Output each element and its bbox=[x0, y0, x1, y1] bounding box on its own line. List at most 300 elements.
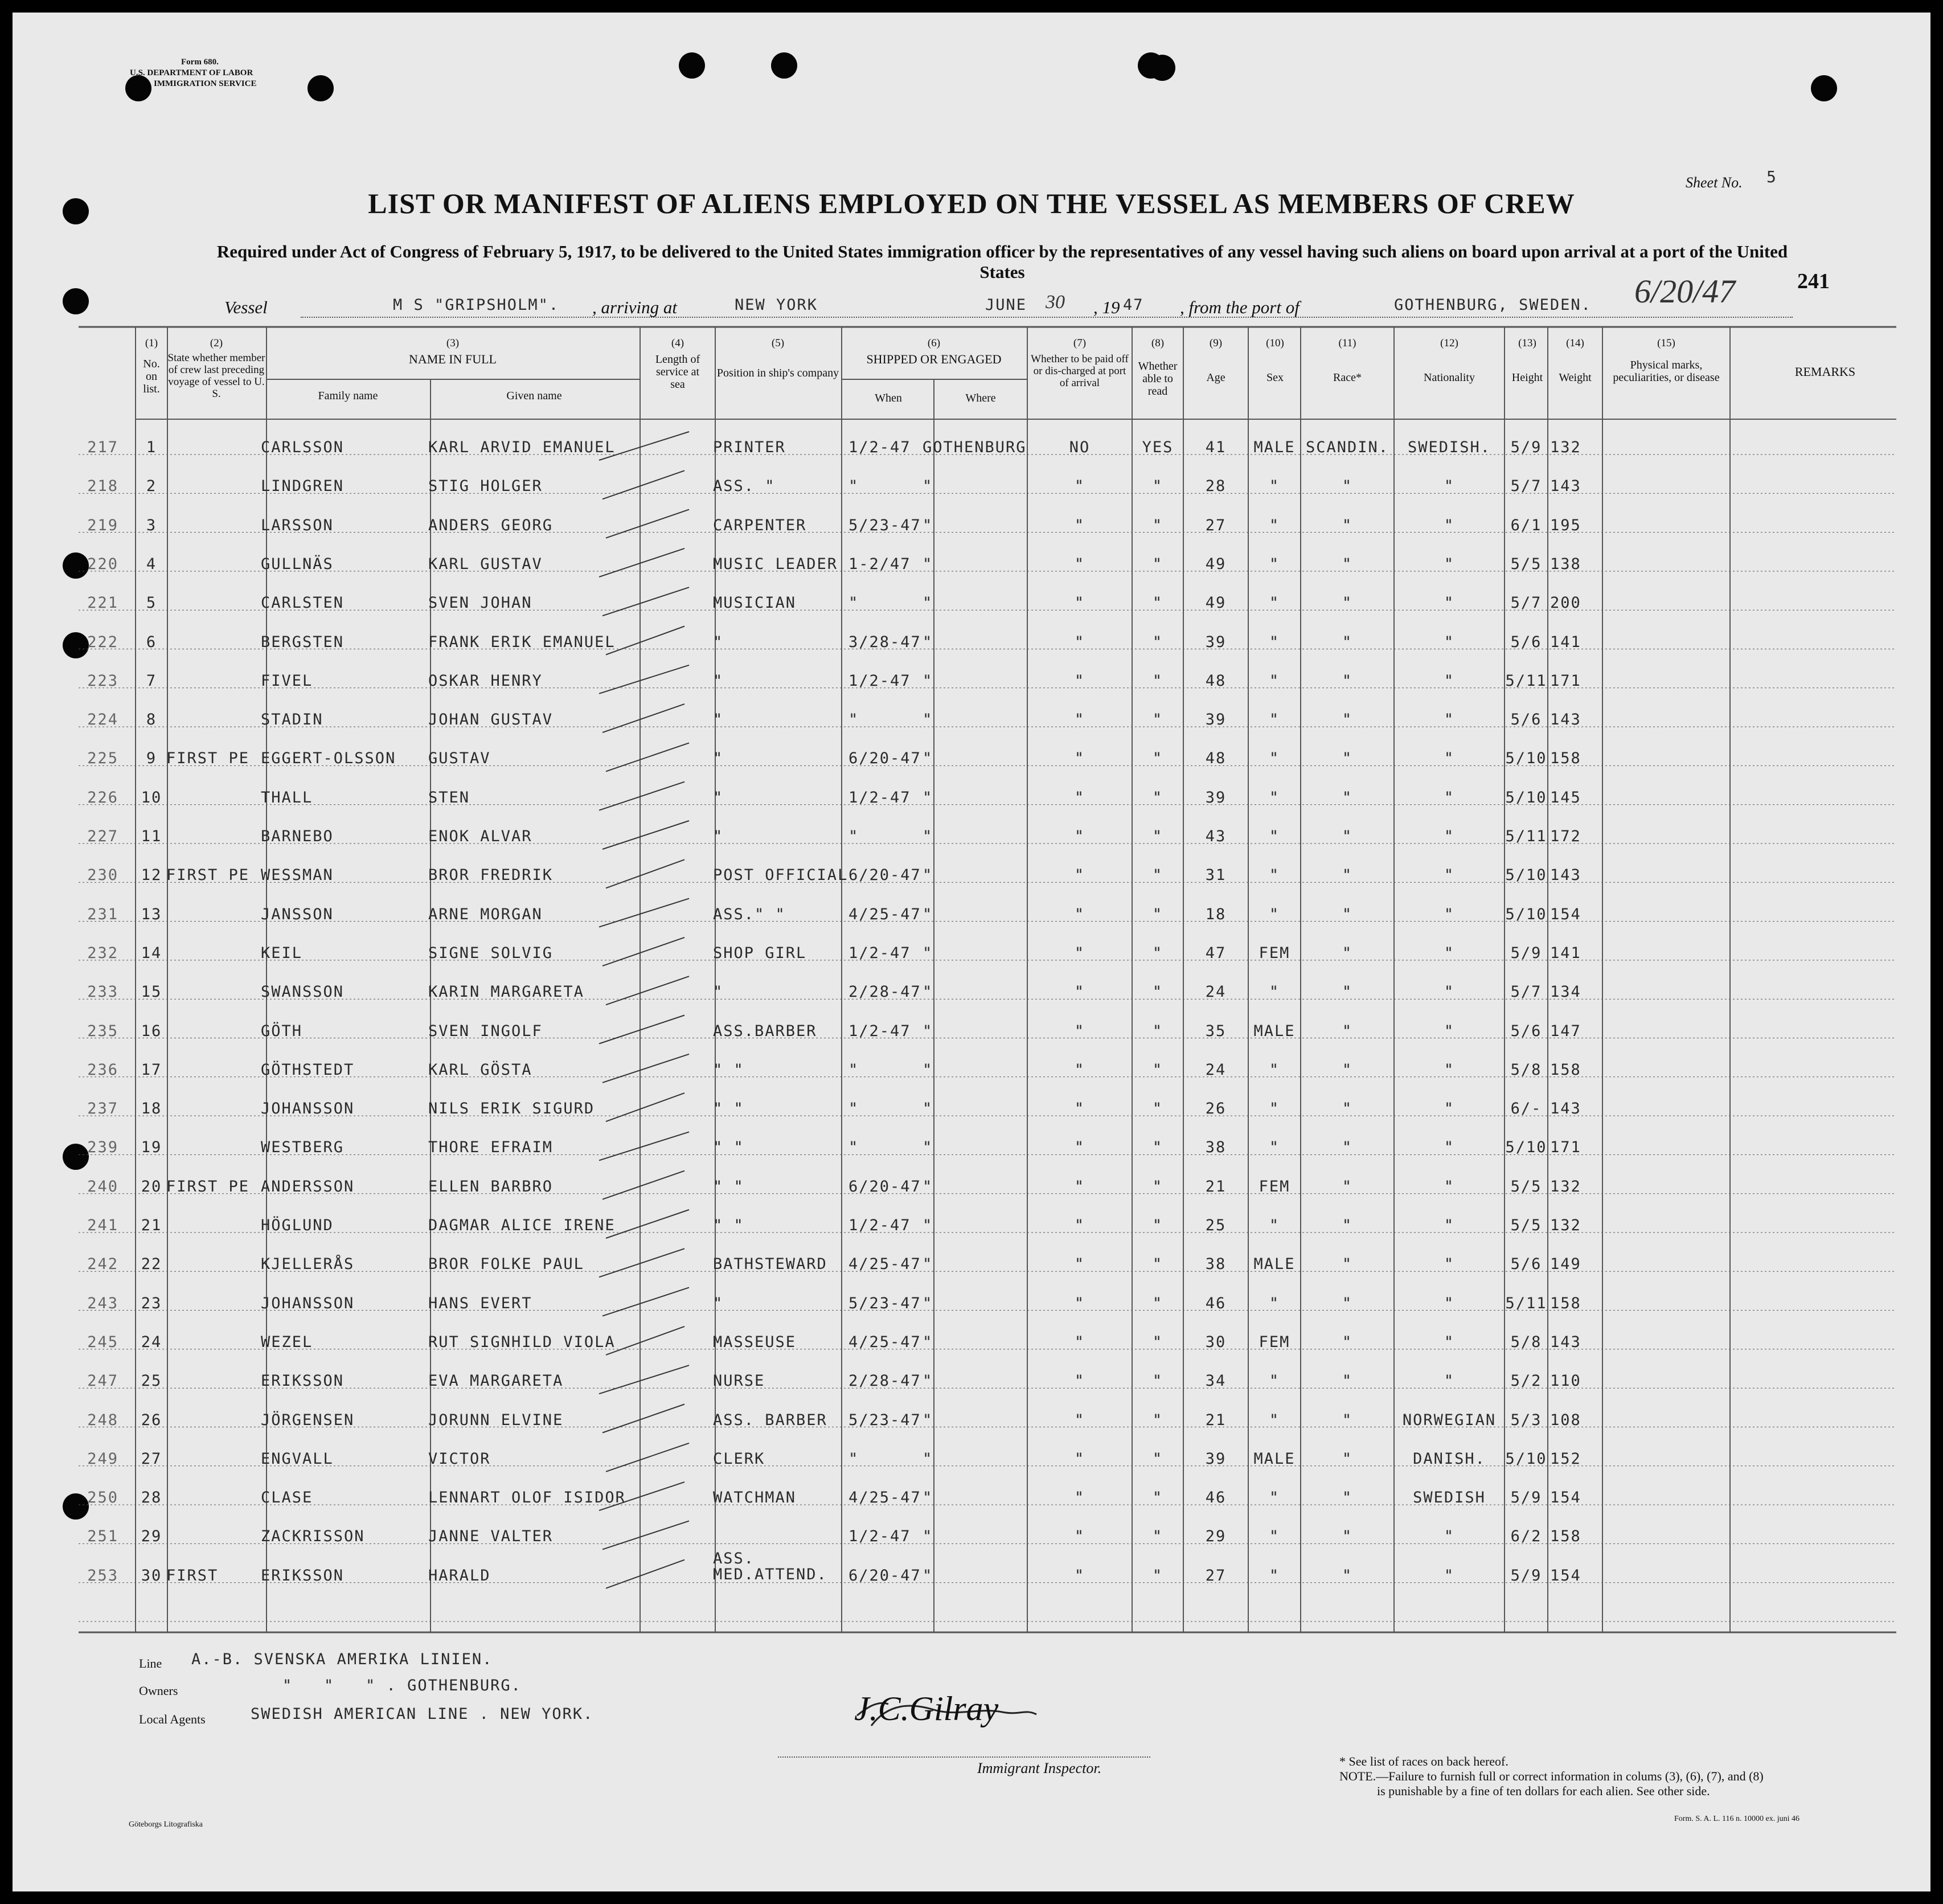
cell-no: 14 bbox=[141, 944, 162, 962]
cell-read: " bbox=[1152, 750, 1163, 768]
col-num-8: (8) bbox=[1151, 337, 1165, 349]
cell-nationality: " bbox=[1444, 1333, 1455, 1351]
cell-when: " bbox=[848, 1100, 859, 1118]
cell-given: HARALD bbox=[428, 1566, 491, 1584]
cell-race: " bbox=[1342, 594, 1353, 612]
cell-family: CARLSSON bbox=[261, 439, 345, 456]
cell-nationality: " bbox=[1444, 594, 1455, 612]
cell-nationality: " bbox=[1444, 905, 1455, 923]
cell-sex: " bbox=[1269, 1100, 1280, 1118]
sheet-number: 5 bbox=[1766, 167, 1777, 186]
cell-race: " bbox=[1342, 1566, 1353, 1584]
cell-line: 219 bbox=[87, 516, 118, 534]
cell-line: 251 bbox=[87, 1528, 118, 1546]
cell-sex: FEM bbox=[1259, 1333, 1290, 1351]
cell-read: " bbox=[1152, 788, 1163, 806]
cell-height: 5/5 bbox=[1510, 1177, 1542, 1195]
cell-paid: " bbox=[1074, 633, 1085, 651]
line-value: A.-B. SVENSKA AMERIKA LINIEN. bbox=[191, 1651, 493, 1668]
cell-where: " bbox=[923, 905, 933, 923]
cell-no: 17 bbox=[141, 1060, 162, 1079]
cell-height: 5/11 bbox=[1505, 828, 1547, 845]
cell-sex: " bbox=[1269, 788, 1280, 806]
cell-height: 5/11 bbox=[1505, 1294, 1547, 1312]
cell-line: 245 bbox=[87, 1333, 118, 1351]
cell-family: BARNEBO bbox=[261, 828, 334, 845]
cell-no: 18 bbox=[141, 1100, 162, 1118]
cell-when: " bbox=[848, 1060, 859, 1079]
page-subtitle: Required under Act of Congress of February 5, 1917, to be delivered to the United States immigration officer by the representatives of any vessel having such aliens on board upon arrival at a port of the United States bbox=[216, 241, 1788, 282]
cell-race: " bbox=[1342, 983, 1353, 1001]
cell-height: 5/9 bbox=[1510, 439, 1542, 456]
cell-given: STEN bbox=[428, 788, 470, 806]
cell-when: 6/20-47 bbox=[848, 1566, 921, 1584]
cell-family: CLASE bbox=[261, 1489, 313, 1507]
cell-height: 5/7 bbox=[1510, 477, 1542, 496]
cell-given: THORE EFRAIM bbox=[428, 1139, 554, 1157]
cell-where: " bbox=[923, 1139, 933, 1157]
table-row bbox=[0, 750, 1943, 772]
cell-read: " bbox=[1152, 711, 1163, 729]
service-name: IMMIGRATION SERVICE bbox=[154, 79, 257, 88]
cell-family: ENGVALL bbox=[261, 1450, 334, 1468]
cell-weight: 171 bbox=[1550, 1139, 1581, 1157]
cell-race: " bbox=[1342, 1450, 1353, 1468]
cell-weight: 132 bbox=[1550, 439, 1581, 456]
table-row bbox=[0, 1450, 1943, 1473]
cell-sex: " bbox=[1269, 1060, 1280, 1079]
cell-family: KJELLERÅS bbox=[261, 1255, 355, 1274]
cell-given: SVEN JOHAN bbox=[428, 594, 532, 612]
cell-where: " bbox=[923, 1060, 933, 1079]
cell-height: 5/10 bbox=[1505, 788, 1547, 806]
cell-given: FRANK ERIK EMANUEL bbox=[428, 633, 616, 651]
cell-sex: " bbox=[1269, 1372, 1280, 1390]
cell-race: " bbox=[1342, 1411, 1353, 1429]
cell-no: 26 bbox=[141, 1411, 162, 1429]
cell-when: 3/28-47 bbox=[848, 633, 921, 651]
cell-nationality: " bbox=[1444, 1060, 1455, 1079]
cell-weight: 108 bbox=[1550, 1411, 1581, 1429]
cell-read: " bbox=[1152, 866, 1163, 885]
cell-nationality: SWEDISH bbox=[1413, 1489, 1486, 1507]
table-row bbox=[0, 594, 1943, 617]
cell-family: JOHANSSON bbox=[261, 1100, 355, 1118]
cell-height: 5/7 bbox=[1510, 594, 1542, 612]
cell-height: 5/7 bbox=[1510, 983, 1542, 1001]
cell-nationality: " bbox=[1444, 1372, 1455, 1390]
cell-no: 11 bbox=[141, 828, 162, 845]
cell-position: NURSE bbox=[713, 1372, 765, 1390]
col-num-13: (13) bbox=[1518, 337, 1536, 349]
table-row bbox=[0, 1139, 1943, 1161]
table-row bbox=[0, 1295, 1943, 1317]
cell-paid: " bbox=[1074, 1372, 1085, 1390]
header-age: Age bbox=[1206, 371, 1225, 384]
cell-no: 8 bbox=[146, 711, 157, 729]
cell-when: " bbox=[848, 828, 859, 845]
cell-paid: " bbox=[1074, 866, 1085, 885]
cell-when: 5/23-47 bbox=[848, 1294, 921, 1312]
cell-when: " bbox=[848, 1139, 859, 1157]
table-row bbox=[0, 1489, 1943, 1512]
cell-paid: " bbox=[1074, 1411, 1085, 1429]
cell-height: 5/6 bbox=[1510, 711, 1542, 729]
cell-age: 39 bbox=[1205, 633, 1227, 651]
cell-read: " bbox=[1152, 633, 1163, 651]
cell-age: 24 bbox=[1205, 983, 1227, 1001]
vessel-label: Vessel bbox=[224, 297, 268, 317]
col-num-7: (7) bbox=[1073, 337, 1087, 349]
cell-family: EGGERT-OLSSON bbox=[261, 750, 396, 768]
cell-height: 5/6 bbox=[1510, 1022, 1542, 1040]
cell-line: 235 bbox=[87, 1022, 118, 1040]
cell-age: 21 bbox=[1205, 1177, 1227, 1195]
cell-age: 49 bbox=[1205, 555, 1227, 573]
cell-height: 5/10 bbox=[1505, 1450, 1547, 1468]
cell-weight: 149 bbox=[1550, 1255, 1581, 1274]
cell-race: " bbox=[1342, 1139, 1353, 1157]
cell-race: " bbox=[1342, 1022, 1353, 1040]
cell-nationality: " bbox=[1444, 788, 1455, 806]
cell-given: ARNE MORGAN bbox=[428, 905, 543, 923]
cell-given: ENOK ALVAR bbox=[428, 828, 532, 845]
cell-nationality: " bbox=[1444, 1139, 1455, 1157]
cell-race: " bbox=[1342, 477, 1353, 496]
table-row bbox=[0, 517, 1943, 539]
cell-position: ASS. BARBER bbox=[713, 1411, 827, 1429]
cell-paid: " bbox=[1074, 1177, 1085, 1195]
cell-age: 46 bbox=[1205, 1294, 1227, 1312]
form-number: Form 680. bbox=[181, 58, 219, 67]
cell-height: 5/6 bbox=[1510, 1255, 1542, 1274]
cell-paid: " bbox=[1074, 516, 1085, 534]
cell-prev: FIRST PE bbox=[166, 1177, 250, 1195]
cell-line: 241 bbox=[87, 1217, 118, 1234]
cell-family: KEIL bbox=[261, 944, 303, 962]
cell-weight: 143 bbox=[1550, 477, 1581, 496]
cell-no: 3 bbox=[146, 516, 157, 534]
cell-when: 1/2-47 bbox=[848, 1217, 911, 1234]
cell-nationality: " bbox=[1444, 1294, 1455, 1312]
cell-paid: " bbox=[1074, 1450, 1085, 1468]
penalty-note-line-1: NOTE.—Failure to furnish full or correct information in colums (3), (6), (7), and (8) bbox=[1339, 1769, 1764, 1783]
cell-line: 227 bbox=[87, 828, 118, 845]
table-row bbox=[0, 1217, 1943, 1239]
cell-weight: 152 bbox=[1550, 1450, 1581, 1468]
cell-when: 4/25-47 bbox=[848, 1489, 921, 1507]
cell-position: " bbox=[713, 788, 724, 806]
cell-height: 6/- bbox=[1510, 1100, 1542, 1118]
cell-height: 5/10 bbox=[1505, 905, 1547, 923]
cell-where: " bbox=[923, 866, 933, 885]
cell-sex: " bbox=[1269, 555, 1280, 573]
cell-height: 5/8 bbox=[1510, 1333, 1542, 1351]
cell-age: 35 bbox=[1205, 1022, 1227, 1040]
cell-race: " bbox=[1342, 1255, 1353, 1274]
cell-weight: 158 bbox=[1550, 1294, 1581, 1312]
cell-paid: " bbox=[1074, 750, 1085, 768]
cell-line: 237 bbox=[87, 1100, 118, 1118]
cell-age: 46 bbox=[1205, 1489, 1227, 1507]
table-row bbox=[0, 555, 1943, 578]
cell-read: " bbox=[1152, 1528, 1163, 1546]
header-weight: Weight bbox=[1559, 371, 1592, 384]
cell-when: 6/20-47 bbox=[848, 866, 921, 885]
cell-when: 5/23-47 bbox=[848, 1411, 921, 1429]
cell-read: " bbox=[1152, 516, 1163, 534]
cell-position: BATHSTEWARD bbox=[713, 1255, 827, 1274]
cell-paid: " bbox=[1074, 1489, 1085, 1507]
cell-read: " bbox=[1152, 1566, 1163, 1584]
cell-where: " bbox=[923, 555, 933, 573]
cell-read: " bbox=[1152, 1372, 1163, 1390]
cell-when: 2/28-47 bbox=[848, 983, 921, 1001]
cell-read: " bbox=[1152, 1100, 1163, 1118]
cell-no: 25 bbox=[141, 1372, 162, 1390]
col-num-9: (9) bbox=[1209, 337, 1223, 349]
vessel-name: M S "GRIPSHOLM". bbox=[393, 296, 560, 314]
cell-where: " bbox=[923, 1294, 933, 1312]
cell-weight: 132 bbox=[1550, 1217, 1581, 1234]
cell-age: 25 bbox=[1205, 1217, 1227, 1234]
cell-sex: " bbox=[1269, 711, 1280, 729]
header-paid-off: Whether to be paid off or dis-charged at port of arrival bbox=[1031, 353, 1129, 389]
cell-nationality: SWEDISH. bbox=[1407, 439, 1491, 456]
cell-age: 48 bbox=[1205, 671, 1227, 690]
cell-sex: " bbox=[1269, 477, 1280, 496]
cell-age: 26 bbox=[1205, 1100, 1227, 1118]
cell-family: GÖTH bbox=[261, 1022, 303, 1040]
cell-height: 6/2 bbox=[1510, 1528, 1542, 1546]
cell-given: RUT SIGNHILD VIOLA bbox=[428, 1333, 616, 1351]
col-num-1: (1) bbox=[145, 337, 158, 349]
cell-family: BERGSTEN bbox=[261, 633, 345, 651]
cell-nationality: " bbox=[1444, 944, 1455, 962]
col-num-15: (15) bbox=[1657, 337, 1675, 349]
cell-sex: " bbox=[1269, 828, 1280, 845]
cell-when: 1/2-47 bbox=[848, 944, 911, 962]
cell-position: " bbox=[713, 983, 724, 1001]
cell-weight: 143 bbox=[1550, 1100, 1581, 1118]
cell-given: HANS EVERT bbox=[428, 1294, 532, 1312]
cell-no: 21 bbox=[141, 1217, 162, 1234]
arrival-year: 47 bbox=[1123, 296, 1144, 314]
cell-line: 239 bbox=[87, 1139, 118, 1157]
cell-height: 5/10 bbox=[1505, 750, 1547, 768]
cell-family: WEZEL bbox=[261, 1333, 313, 1351]
header-able-to-read: Whether able to read bbox=[1138, 360, 1178, 398]
cell-given: KARL GUSTAV bbox=[428, 555, 543, 573]
cell-when: 1/2-47 bbox=[848, 1022, 911, 1040]
cell-race: " bbox=[1342, 671, 1353, 690]
cell-paid: " bbox=[1074, 905, 1085, 923]
cell-paid: " bbox=[1074, 1566, 1085, 1584]
cell-age: 41 bbox=[1205, 439, 1227, 456]
cell-paid: " bbox=[1074, 1528, 1085, 1546]
cell-race: SCANDIN. bbox=[1305, 439, 1389, 456]
cell-line: 232 bbox=[87, 944, 118, 962]
cell-sex: " bbox=[1269, 1139, 1280, 1157]
cell-weight: 154 bbox=[1550, 1566, 1581, 1584]
arrival-day: 30 bbox=[1046, 292, 1065, 313]
table-row bbox=[0, 1255, 1943, 1278]
cell-line: 233 bbox=[87, 983, 118, 1001]
cell-line: 242 bbox=[87, 1255, 118, 1274]
cell-age: 27 bbox=[1205, 1566, 1227, 1584]
cell-no: 4 bbox=[146, 555, 157, 573]
header-length-of-service: Length of service at sea bbox=[655, 353, 700, 391]
cell-nationality: " bbox=[1444, 1528, 1455, 1546]
cell-when: " bbox=[848, 711, 859, 729]
table-row bbox=[0, 1333, 1943, 1356]
cell-sex: " bbox=[1269, 1411, 1280, 1429]
cell-sex: MALE bbox=[1253, 439, 1296, 456]
cell-weight: 195 bbox=[1550, 516, 1581, 534]
cell-where: " bbox=[923, 944, 933, 962]
cell-sex: " bbox=[1269, 750, 1280, 768]
cell-given: DAGMAR ALICE IRENE bbox=[428, 1217, 616, 1234]
cell-position: CLERK bbox=[713, 1450, 765, 1468]
cell-weight: 171 bbox=[1550, 671, 1581, 690]
col-num-5: (5) bbox=[771, 337, 785, 349]
cell-given: EVA MARGARETA bbox=[428, 1372, 564, 1390]
cell-race: " bbox=[1342, 516, 1353, 534]
cell-position: " " bbox=[713, 1060, 744, 1079]
cell-paid: " bbox=[1074, 671, 1085, 690]
cell-read: " bbox=[1152, 905, 1163, 923]
cell-where: " bbox=[923, 1566, 933, 1584]
cell-position: " bbox=[713, 711, 724, 729]
cell-read: " bbox=[1152, 944, 1163, 962]
cell-weight: 154 bbox=[1550, 1489, 1581, 1507]
cell-height: 5/9 bbox=[1510, 1566, 1542, 1584]
table-row bbox=[0, 711, 1943, 734]
cell-height: 5/5 bbox=[1510, 555, 1542, 573]
cell-family: WESSMAN bbox=[261, 866, 334, 885]
cell-line: 240 bbox=[87, 1177, 118, 1195]
cell-given: SIGNE SOLVIG bbox=[428, 944, 554, 962]
cell-when: 1/2-47 bbox=[848, 439, 911, 456]
cell-race: " bbox=[1342, 1372, 1353, 1390]
cell-paid: " bbox=[1074, 1255, 1085, 1274]
cell-family: LINDGREN bbox=[261, 477, 345, 496]
cell-read: " bbox=[1152, 1255, 1163, 1274]
header-position: Position in ship's company bbox=[716, 367, 839, 379]
cell-family: ANDERSSON bbox=[261, 1177, 355, 1195]
cell-given: ELLEN BARBRO bbox=[428, 1177, 554, 1195]
cell-given: STIG HOLGER bbox=[428, 477, 543, 496]
arrival-port: NEW YORK bbox=[735, 296, 818, 314]
col-num-10: (10) bbox=[1266, 337, 1284, 349]
cell-when: 1/2-47 bbox=[848, 788, 911, 806]
cell-race: " bbox=[1342, 905, 1353, 923]
cell-height: 5/5 bbox=[1510, 1217, 1542, 1234]
cell-height: 5/3 bbox=[1510, 1411, 1542, 1429]
cell-weight: 147 bbox=[1550, 1022, 1581, 1040]
page-number: 241 bbox=[1797, 269, 1830, 293]
sheet-label: Sheet No. bbox=[1686, 174, 1743, 191]
cell-race: " bbox=[1342, 1060, 1353, 1079]
cell-read: " bbox=[1152, 1139, 1163, 1157]
header-nationality: Nationality bbox=[1424, 371, 1475, 384]
cell-sex: " bbox=[1269, 1489, 1280, 1507]
cell-given: LENNART OLOF ISIDOR bbox=[428, 1489, 626, 1507]
cell-position: " bbox=[713, 1294, 724, 1312]
header-remarks: REMARKS bbox=[1794, 365, 1856, 379]
cell-weight: 143 bbox=[1550, 1333, 1581, 1351]
handwritten-date: 6/20/47 bbox=[1634, 273, 1736, 310]
agents-label: Local Agents bbox=[139, 1712, 206, 1726]
cell-where: " bbox=[923, 711, 933, 729]
cell-where: " bbox=[923, 1333, 933, 1351]
cell-family: LARSSON bbox=[261, 516, 334, 534]
cell-no: 12 bbox=[141, 866, 162, 885]
cell-line: 243 bbox=[87, 1294, 118, 1312]
cell-given: JORUNN ELVINE bbox=[428, 1411, 564, 1429]
inspector-signature: J.C.Gilray bbox=[854, 1690, 999, 1727]
cell-paid: " bbox=[1074, 477, 1085, 496]
cell-age: 30 bbox=[1205, 1333, 1227, 1351]
cell-race: " bbox=[1342, 866, 1353, 885]
cell-paid: " bbox=[1074, 711, 1085, 729]
cell-family: GULLNÄS bbox=[261, 555, 334, 573]
cell-family: ZACKRISSON bbox=[261, 1528, 365, 1546]
cell-weight: 172 bbox=[1550, 828, 1581, 845]
cell-where: " bbox=[923, 788, 933, 806]
cell-height: 5/10 bbox=[1505, 866, 1547, 885]
cell-sex: MALE bbox=[1253, 1255, 1296, 1274]
cell-given: KARL GÖSTA bbox=[428, 1060, 532, 1079]
cell-nationality: " bbox=[1444, 828, 1455, 845]
cell-sex: " bbox=[1269, 1217, 1280, 1234]
cell-no: 20 bbox=[141, 1177, 162, 1195]
inspector-signature-line bbox=[778, 1756, 1150, 1758]
cell-sex: " bbox=[1269, 866, 1280, 885]
departure-port: GOTHENBURG, SWEDEN. bbox=[1394, 296, 1592, 314]
cell-weight: 143 bbox=[1550, 711, 1581, 729]
cell-age: 48 bbox=[1205, 750, 1227, 768]
header-where: Where bbox=[965, 392, 996, 404]
printer-mark: Göteborgs Litografiska bbox=[129, 1820, 203, 1829]
cell-no: 19 bbox=[141, 1139, 162, 1157]
cell-line: 250 bbox=[87, 1489, 118, 1507]
header-height: Height bbox=[1511, 371, 1543, 384]
cell-line: 226 bbox=[87, 788, 118, 806]
penalty-note-line-2: is punishable by a fine of ten dollars for each alien. See other side. bbox=[1377, 1784, 1710, 1798]
cell-read: " bbox=[1152, 671, 1163, 690]
cell-position: MUSIC LEADER bbox=[713, 555, 838, 573]
cell-sex: FEM bbox=[1259, 1177, 1290, 1195]
cell-where: " bbox=[923, 633, 933, 651]
cell-prev: FIRST PE bbox=[166, 866, 250, 885]
cell-family: THALL bbox=[261, 788, 313, 806]
cell-family: ERIKSSON bbox=[261, 1372, 345, 1390]
cell-given: JANNE VALTER bbox=[428, 1528, 554, 1546]
col-num-4: (4) bbox=[671, 337, 684, 349]
cell-line: 222 bbox=[87, 633, 118, 651]
cell-paid: " bbox=[1074, 1333, 1085, 1351]
cell-race: " bbox=[1342, 633, 1353, 651]
cell-where: " bbox=[923, 1100, 933, 1118]
cell-line: 220 bbox=[87, 555, 118, 573]
header-no-on-list: No. on list. bbox=[143, 358, 160, 395]
cell-no: 5 bbox=[146, 594, 157, 612]
cell-nationality: " bbox=[1444, 866, 1455, 885]
cell-where: " bbox=[923, 1177, 933, 1195]
table-row bbox=[0, 1100, 1943, 1123]
cell-height: 5/10 bbox=[1505, 1139, 1547, 1157]
